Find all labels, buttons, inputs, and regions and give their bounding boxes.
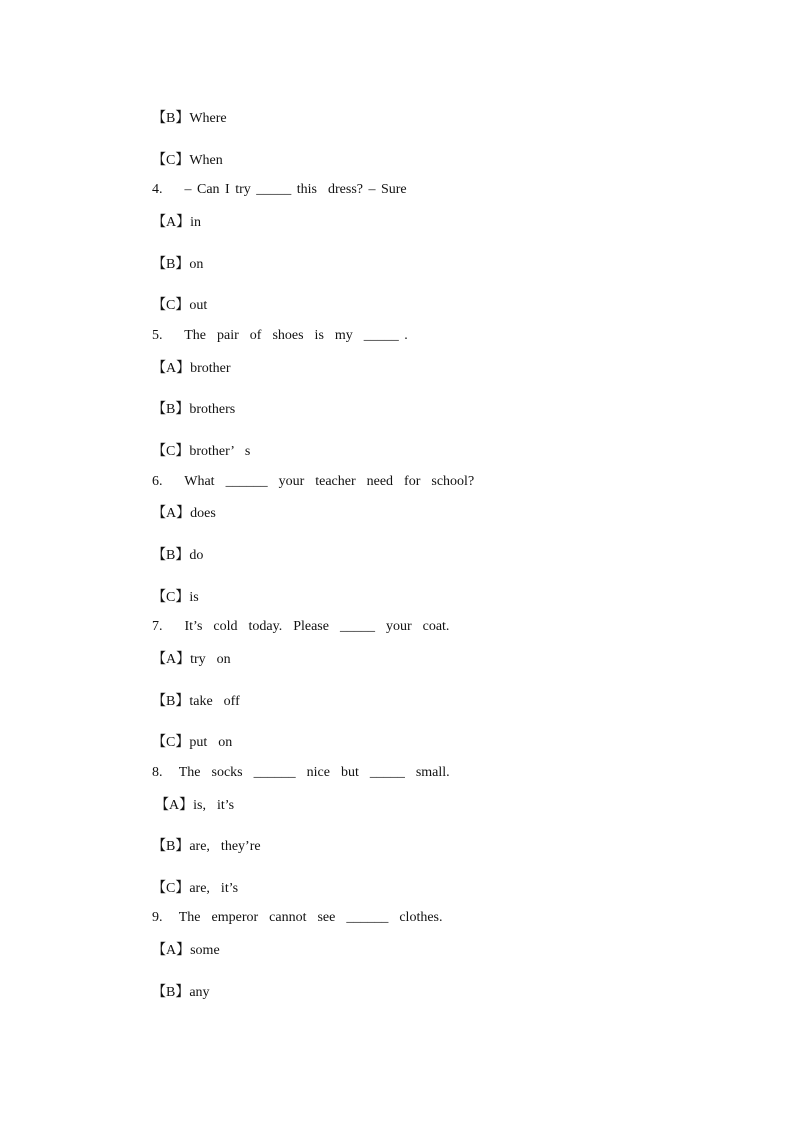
question-7: 7. It’s cold today. Please _____ your coat. [152, 619, 450, 634]
question-6: 6. What ______ your teacher need for school? [152, 474, 475, 489]
option-c: 【C】out [152, 298, 208, 313]
option-c: 【C】brother’ s [152, 444, 251, 459]
option-b: 【B】brothers [152, 402, 236, 417]
option-c: 【C】is [152, 590, 199, 605]
question-9: 9. The emperor cannot see ______ clothes. [152, 910, 443, 925]
option-a: 【A】some [152, 943, 220, 958]
option-b: 【B】any [152, 985, 210, 1000]
question-8: 8. The socks ______ nice but _____ small. [152, 765, 450, 780]
option-a: 【A】in [152, 215, 201, 230]
option-a: 【A】is, it’s [155, 798, 235, 813]
option-b: 【B】take off [152, 694, 240, 709]
option-c: 【C】put on [152, 735, 233, 750]
option-b: 【B】do [152, 548, 204, 563]
question-4: 4. – Can I try _____ this dress? – Sure [152, 182, 407, 197]
option-b: 【B】on [152, 257, 204, 272]
option-a: 【A】brother [152, 361, 231, 376]
option-c: 【C】are, it’s [152, 881, 239, 896]
option-b: 【B】are, they’re [152, 839, 261, 854]
option-c: 【C】When [152, 153, 223, 168]
option-a: 【A】does [152, 506, 216, 521]
question-5: 5. The pair of shoes is my _____ . [152, 328, 408, 343]
option-a: 【A】try on [152, 652, 231, 667]
option-b: 【B】Where [152, 111, 227, 126]
